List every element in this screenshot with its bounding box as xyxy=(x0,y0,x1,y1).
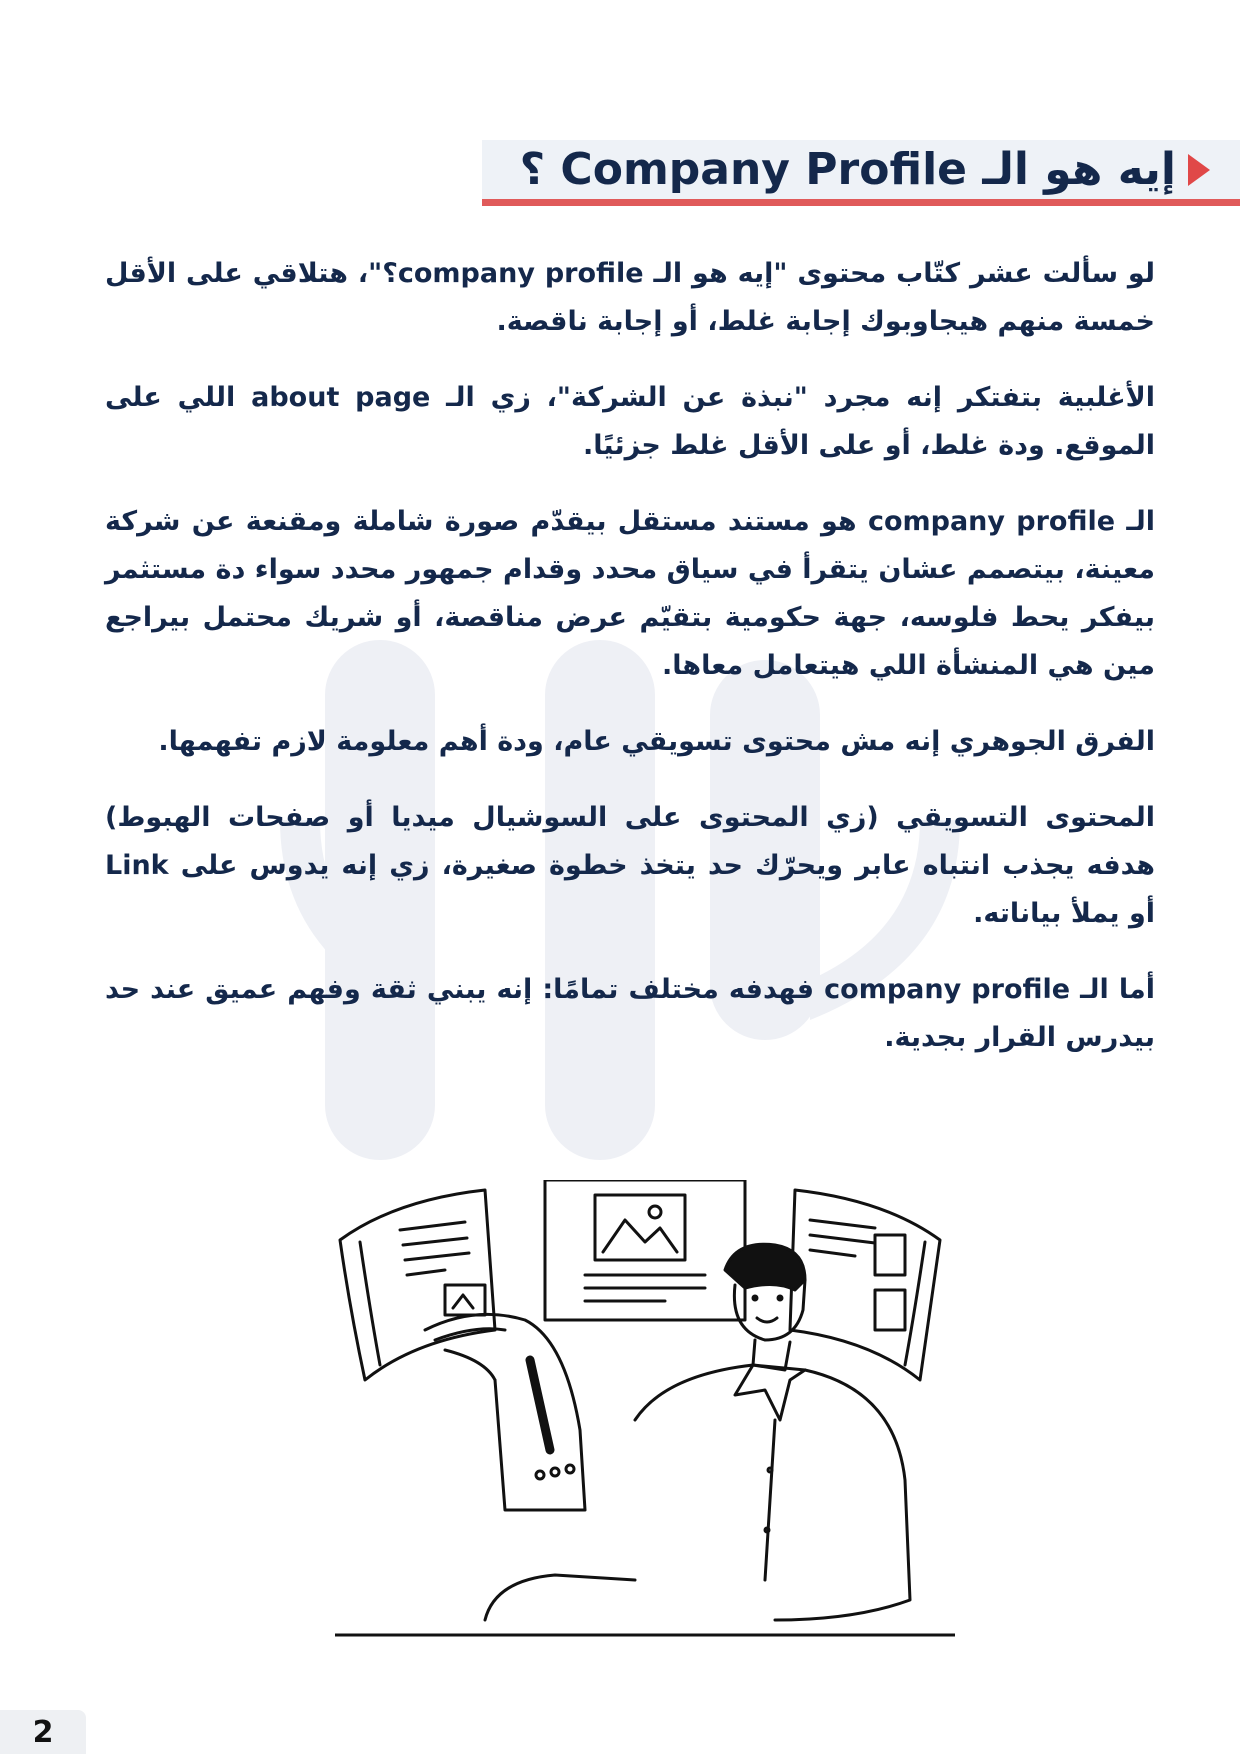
paragraph: أما الـ company profile فهدفه مختلف تمامًا: إنه يبني ثقة وفهم عميق عند حد بيدرس القرار بجدية. xyxy=(105,974,1155,1053)
paragraph: المحتوى التسويقي (زي المحتوى على السوشيال ميديا أو صفحات الهبوط) هدفه يجذب انتباه عابر ويحرّك حد يتخذ خطوة صغيرة، زي إنه يدوس على Link أو يملأ بياناته. xyxy=(105,802,1155,929)
paragraph: الـ company profile هو مستند مستقل بيقدّم صورة شاملة ومقنعة عن شركة معينة، بيتصمم عشان يتقرأ في سياق محدد وقدام جمهور محدد سواء دة مستثمر بيفكر يحط فلوسه، جهة حكومية بتقيّم عرض مناقصة، أو شريك محتمل بيراجع مين هي المنشأة اللي هيتعامل معاها. xyxy=(105,506,1155,681)
title-marker-icon xyxy=(1188,154,1210,186)
paragraph: الأغلبية بتفتكر إنه مجرد "نبذة عن الشركة"، زي الـ about page اللي على الموقع. ودة غلط، أو على الأقل غلط جزئيًا. xyxy=(105,382,1156,461)
paragraph: لو سألت عشر كتّاب محتوى "إيه هو الـ company profile؟"، هتلاقي على الأقل خمسة منهم هيجاوبوك إجابة غلط، أو إجابة ناقصة. xyxy=(105,258,1155,337)
page-title: إيه هو الـ Company Profile ؟ xyxy=(519,144,1176,195)
paragraph: الفرق الجوهري إنه مش محتوى تسويقي عام، ودة أهم معلومة لازم تفهمها. xyxy=(158,726,1155,757)
section-title-bar xyxy=(482,140,1240,206)
man-with-screens-illustration xyxy=(335,1180,955,1650)
page-number: 2 xyxy=(0,1710,86,1754)
body-text xyxy=(105,250,1155,1090)
